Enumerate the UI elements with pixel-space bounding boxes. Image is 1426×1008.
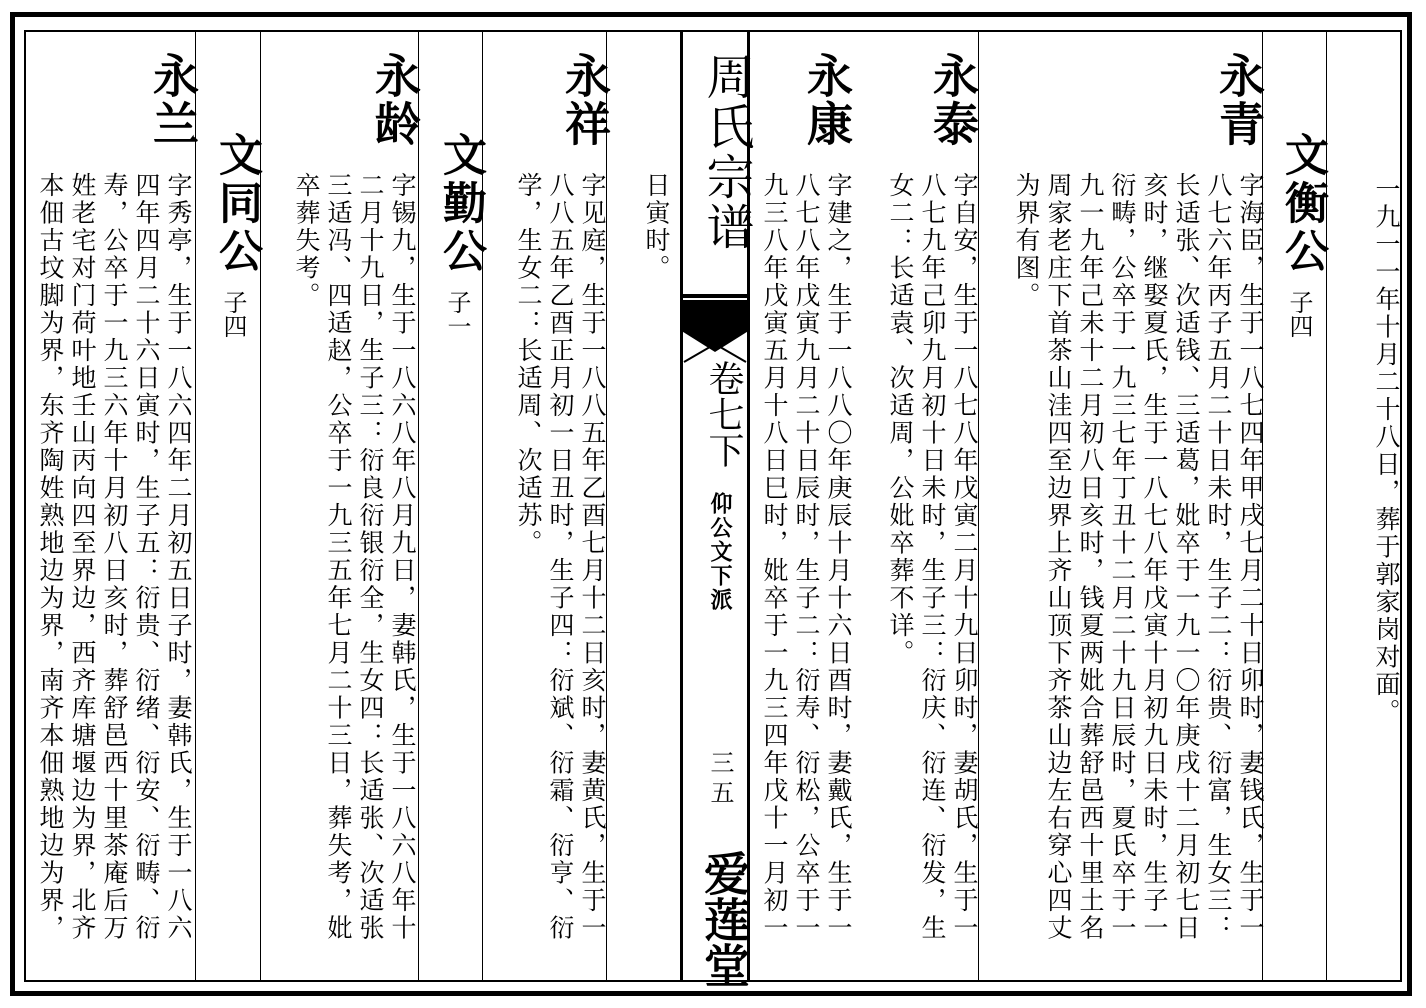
text-column: 八七八年戊寅九月二十日辰时，生子二：衍寿、衍松，公卒于一 [792, 172, 821, 942]
text-column: 为界有图。 [1012, 172, 1041, 310]
text-column: 九三八年戊寅五月十八日巳时，妣卒于一九三四年戊十一月初一 [760, 172, 789, 942]
text-column: 本佃古坟脚为界，东齐陶姓熟地边为界，南齐本佃熟地边为界， [36, 172, 65, 942]
divider [195, 30, 196, 982]
spine-rule [680, 294, 750, 298]
biography-yongxiang [512, 172, 608, 958]
text-column: 卒葬失考。 [292, 172, 321, 310]
volume-label: 卷七下 [703, 360, 744, 468]
sons-count: 子四 [219, 290, 247, 338]
person-name-yonglan: 永兰 [146, 52, 200, 148]
text-column: 八八五年乙酉正月初一日丑时，生子四：衍斌、衍霜、衍亨、衍 [546, 172, 575, 942]
text-column: 八七九年己卯九月初十日未时，生子三：衍庆、衍连、衍发，生 [918, 172, 947, 942]
person-name-yongxiang: 永祥 [558, 52, 612, 148]
text-column: 长适张、次适钱、三适葛，妣卒于一九一〇年庚戌十二月初七日 [1172, 172, 1201, 942]
text-column: 三适冯、四适赵，公卒于一九三五年七月二十三日，葬失考，妣 [324, 172, 353, 942]
text-column: 字海臣，生于一八七四年甲戌七月二十日卯时，妻钱氏，生于一 [1236, 172, 1265, 942]
text-column: 女二：长适袁、次适周，公妣卒葬不详。 [886, 172, 915, 667]
biography-yonglan [34, 172, 194, 958]
text-column: 二月十九日，生子三：衍良衍银衍全，生女四：长适张、次适张 [356, 172, 385, 942]
text-column: 字建之，生于一八八〇年庚辰十月十六日酉时，妻戴氏，生于一 [824, 172, 853, 942]
sons-count: 子四 [1285, 290, 1313, 338]
biography-yongkang [758, 172, 854, 958]
biography-yongqing [1010, 172, 1266, 958]
person-name-yongtai: 永泰 [926, 52, 980, 148]
branch-label: 仰公文下派 [707, 492, 733, 612]
text-column: 衍畴，公卒于一九三七年丁丑十二月二十九日辰时，夏氏卒于一 [1108, 172, 1137, 942]
text-column: 九一九年己未十二月初八日亥时，钱夏两妣合葬舒邑西十里土名 [1076, 172, 1105, 942]
text-column: 亥时，继娶夏氏，生于一八七八年戊寅十月初九日未时，生子一 [1140, 172, 1169, 942]
hall-name: 爱莲堂 [697, 850, 751, 988]
book-spine [680, 30, 754, 988]
person-name-yongqing: 永青 [1212, 52, 1266, 148]
continued-text: 一九一一年十月二十八日，葬于郭家岗对面。 [1372, 176, 1401, 726]
ancestor-name-wentong: 文同公 [211, 132, 262, 276]
continued-text: 日寅时。 [642, 172, 671, 282]
biography-yongtai [884, 172, 980, 958]
person-name-yongkang: 永康 [800, 52, 854, 148]
page-number: 三五 [706, 750, 734, 810]
text-column: 寿，公卒于一九三六年十月初八日亥时，葬舒邑西十里茶庵后万 [100, 172, 129, 942]
genealogy-title: 周氏宗谱 [698, 52, 754, 252]
text-column: 四年四月二十六日寅时，生子五：衍贵、衍绪、衍安、衍畴、衍 [132, 172, 161, 942]
text-column: 姓老宅对门荷叶地壬山丙向四至界边，西齐库塘堰边为界，北齐 [68, 172, 97, 942]
sons-count: 子一 [443, 290, 471, 338]
ancestor-name-wenqin: 文勤公 [435, 132, 486, 276]
text-column: 学，生女二：长适周、次适苏。 [514, 172, 543, 557]
biography-yongling [290, 172, 418, 958]
text-column: 字秀亭，生于一八六四年二月初五日子时，妻韩氏，生于一八六 [164, 172, 193, 942]
person-name-yongling: 永龄 [368, 52, 422, 148]
divider [418, 30, 419, 982]
text-column: 字自安，生于一八七八年戊寅二月十九日卯时，妻胡氏，生于一 [950, 172, 979, 942]
ancestor-name-wenheng: 文衡公 [1277, 132, 1328, 276]
text-column: 周家老庄下首茶山洼四至边界上齐山顶下齐茶山边左右穿心四丈 [1044, 172, 1073, 942]
text-column: 字锡九，生于一八六八年八月九日，妻韩氏，生于一八六八年十 [388, 172, 417, 942]
text-column: 八七六年丙子五月二十日未时，生子二：衍贵、衍富，生女三： [1204, 172, 1233, 942]
text-column: 字见庭，生于一八八五年乙酉七月十二日亥时，妻黄氏，生于一 [578, 172, 607, 942]
